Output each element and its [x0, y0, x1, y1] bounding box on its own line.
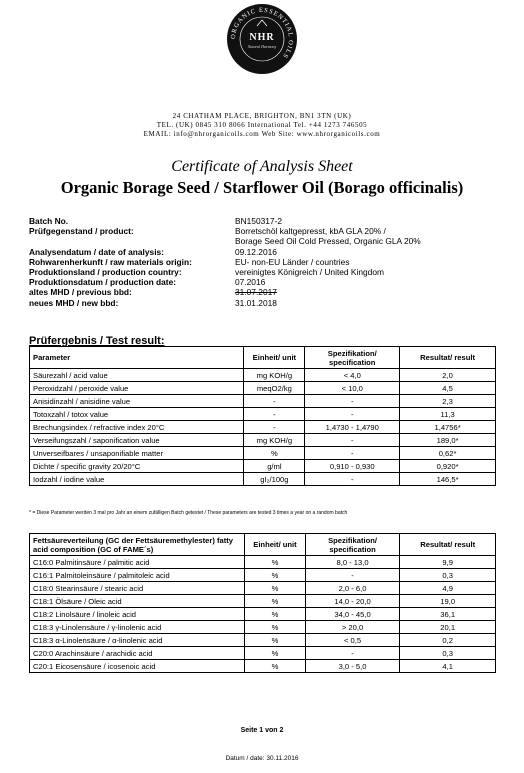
- table-row: [30, 395, 496, 408]
- specification-cell: > 20,0: [305, 621, 400, 634]
- info-value: Borage Seed Oil Cold Pressed, Organic GLA 20%: [235, 236, 421, 247]
- unit-cell: %: [245, 621, 305, 634]
- table-row: [30, 634, 496, 647]
- result-cell: 0,920*: [400, 460, 496, 473]
- phone-line: TEL. (UK) 0845 310 8066 International Tel. +44 1273 746505: [156, 121, 368, 129]
- table-row: [30, 660, 496, 673]
- specification-cell: -: [305, 569, 400, 582]
- result-cell: 4,5: [400, 382, 496, 395]
- certificate-title: Certificate of Analysis Sheet: [171, 158, 353, 175]
- result-cell: 20,1: [400, 621, 496, 634]
- parameter-cell: Peroxidzahl / peroxide value: [30, 382, 244, 395]
- parameter-cell: C16:1 Palmitoleinsäure / palmitoleic acid: [30, 569, 245, 582]
- result-cell: 0,3: [400, 647, 496, 660]
- unit-cell: %: [245, 634, 305, 647]
- unit-cell: g/ml: [244, 460, 305, 473]
- info-label: [29, 236, 235, 246]
- unit-cell: meqO2/kg: [244, 382, 305, 395]
- unit-cell: %: [245, 582, 305, 595]
- result-cell: 2,0: [400, 369, 496, 382]
- parameter-cell: C20:0 Arachinsäure / arachidic acid: [30, 647, 245, 660]
- specification-cell: 1,4730 - 1,4790: [305, 421, 400, 434]
- unit-cell: %: [245, 569, 305, 582]
- info-value: Borretschöl kaltgepresst, kbA GLA 20% /: [235, 226, 386, 237]
- info-value: 31.01.2018: [235, 297, 277, 308]
- info-row: [29, 277, 499, 287]
- parameter-cell: C18:0 Stearinsäure / stearic acid: [30, 582, 245, 595]
- result-cell: 146,5*: [400, 473, 496, 486]
- parameter-cell: Iodzahl / iodine value: [30, 473, 244, 486]
- table-row: [30, 595, 496, 608]
- column-header: Parameter: [30, 347, 244, 369]
- info-row: [29, 287, 499, 297]
- specification-cell: 34,0 - 45,0: [305, 608, 400, 621]
- info-row: [29, 226, 499, 236]
- column-header: Fettsäureverteilung (GC der Fettsäuremethylester) fatty acid composition (GC of FAME´s): [30, 534, 245, 556]
- unit-cell: %: [245, 595, 305, 608]
- parameter-cell: Dichte / specific gravity 20/20°C: [30, 460, 244, 473]
- result-cell: 19,0: [400, 595, 496, 608]
- info-value: 07.2016: [235, 277, 266, 288]
- info-label: Produktionsdatum / production date:: [29, 277, 177, 288]
- info-row: [29, 257, 499, 267]
- info-label: Analysendatum / date of analysis:: [29, 246, 164, 257]
- info-label: Batch No.: [29, 216, 69, 226]
- unit-cell: %: [245, 647, 305, 660]
- table-row: [30, 421, 496, 434]
- unit-cell: %: [245, 660, 305, 673]
- unit-cell: -: [244, 408, 305, 421]
- info-value: BN150317-2: [235, 216, 283, 226]
- email-text: EMAIL: info@nhrorganicoils.com Web Site:: [143, 130, 297, 138]
- table-row: [30, 382, 496, 395]
- specification-cell: < 10,0: [305, 382, 400, 395]
- unit-cell: -: [244, 395, 305, 408]
- specification-cell: 14,0 - 20,0: [305, 595, 400, 608]
- result-cell: 0,3: [400, 569, 496, 582]
- result-cell: 4,9: [400, 582, 496, 595]
- specification-cell: < 0,5: [305, 634, 400, 647]
- info-value-struck: 31.07.2017: [235, 287, 277, 298]
- result-cell: 9,9: [400, 556, 496, 569]
- page-number: Seite 1 von 2: [240, 727, 284, 734]
- table-row: [30, 608, 496, 621]
- table-header-row: [30, 347, 496, 369]
- info-label: Prüfgegenstand / product:: [29, 226, 134, 237]
- unit-cell: %: [244, 447, 305, 460]
- logo-script: Natural Harmony: [247, 44, 277, 49]
- parameter-cell: Brechungsindex / refractive index 20°C: [30, 421, 244, 434]
- table-row: [30, 447, 496, 460]
- info-label: neues MHD / new bbd:: [29, 297, 119, 308]
- specification-cell: -: [305, 434, 400, 447]
- specification-cell: < 4,0: [305, 369, 400, 382]
- table-row: [30, 621, 496, 634]
- info-value: 09.12.2016: [235, 246, 277, 257]
- contact-line: [0, 130, 524, 139]
- parameter-cell: C18:2 Linolsäure / linoleic acid: [30, 608, 245, 621]
- info-label: Produktionsland / production country:: [29, 267, 182, 278]
- document-date: Datum / date: 30.11.2016: [225, 755, 299, 762]
- result-cell: 4,1: [400, 660, 496, 673]
- parameter-cell: Säurezahl / acid value: [30, 369, 244, 382]
- address-line: 24 CHATHAM PLACE, BRIGHTON, BN1 3TN (UK): [172, 112, 352, 120]
- table-row: [30, 408, 496, 421]
- test-section-title: Prüfergebnis / Test result:: [29, 335, 165, 347]
- parameter-cell: C18:3 γ-Linolensäure / γ-linolenic acid: [30, 621, 245, 634]
- specification-cell: -: [305, 447, 400, 460]
- footnote: * = Diese Parameter werden 3 mal pro Jahr an einem zufälligen Batch getestet / These parameters are tested 3 times a year on a random batch: [29, 510, 348, 516]
- result-cell: 2,3: [400, 395, 496, 408]
- table-row: [30, 369, 496, 382]
- column-header: Spezifikation/ specification: [305, 534, 400, 556]
- table-row: [30, 473, 496, 486]
- table-header-row: [30, 534, 496, 556]
- table-row: [30, 569, 496, 582]
- unit-cell: mg KOH/g: [244, 434, 305, 447]
- info-label: altes MHD / previous bbd:: [29, 287, 132, 298]
- column-header: Einheit/ unit: [245, 534, 305, 556]
- parameter-cell: Unverseifbares / unsaponifiable matter: [30, 447, 244, 460]
- unit-cell: %: [245, 556, 305, 569]
- info-row: [29, 267, 499, 277]
- info-row: [29, 298, 499, 308]
- unit-cell: mg KOH/g: [244, 369, 305, 382]
- info-value: vereinigtes Königreich / United Kingdom: [235, 267, 384, 278]
- test-table-body: [30, 369, 496, 486]
- result-cell: 189,0*: [400, 434, 496, 447]
- parameter-cell: Anisidinzahl / anisidine value: [30, 395, 244, 408]
- result-cell: 36,1: [400, 608, 496, 621]
- specification-cell: 2,0 - 6,0: [305, 582, 400, 595]
- result-cell: 1,4756*: [400, 421, 496, 434]
- column-header: Resultat/ result: [400, 347, 496, 369]
- table-row: [30, 556, 496, 569]
- specification-cell: -: [305, 408, 400, 421]
- column-header: Spezifikation/ specification: [305, 347, 400, 369]
- fatty-acid-table: [29, 533, 496, 673]
- info-label: Rohwarenherkunft / raw materials origin:: [29, 256, 192, 267]
- table-row: [30, 434, 496, 447]
- result-cell: 0,2: [400, 634, 496, 647]
- info-row: [29, 236, 499, 246]
- specification-cell: 0,910 - 0,930: [305, 460, 400, 473]
- unit-cell: gI₂/100g: [244, 473, 305, 486]
- svg-text:ORGANIC ESSENTIAL OILS: ORGANIC ESSENTIAL OILS: [229, 6, 295, 60]
- info-value: EU- non-EU Länder / countries: [235, 256, 350, 267]
- fatty-table-body: [30, 556, 496, 673]
- parameter-cell: C18:1 Ölsäure / Oleic acid: [30, 595, 245, 608]
- specification-cell: -: [305, 647, 400, 660]
- product-title: Organic Borage Seed / Starflower Oil (Borago officinalis): [60, 178, 464, 197]
- leaf-icon: [257, 20, 267, 26]
- parameter-cell: Verseifungszahl / saponification value: [30, 434, 244, 447]
- parameter-cell: C16:0 Palmitinsäure / palmitic acid: [30, 556, 245, 569]
- info-row: [29, 247, 499, 257]
- result-cell: 0,62*: [400, 447, 496, 460]
- specification-cell: -: [305, 473, 400, 486]
- table-row: [30, 647, 496, 660]
- info-row: [29, 216, 499, 226]
- parameter-cell: C18:3 α-Linolensäure / α-linolenic acid: [30, 634, 245, 647]
- unit-cell: -: [244, 421, 305, 434]
- specification-cell: 8,0 - 13,0: [305, 556, 400, 569]
- parameter-cell: Totoxzahl / totox value: [30, 408, 244, 421]
- table-row: [30, 460, 496, 473]
- company-logo: [227, 4, 297, 74]
- column-header: Resultat/ result: [400, 534, 496, 556]
- table-row: [30, 582, 496, 595]
- result-cell: 11,3: [400, 408, 496, 421]
- specification-cell: -: [305, 395, 400, 408]
- logo-brand: NHR: [249, 32, 275, 43]
- unit-cell: %: [245, 608, 305, 621]
- column-header: Einheit/ unit: [244, 347, 305, 369]
- product-info: [29, 216, 499, 308]
- parameter-cell: C20:1 Eicosensäure / icosenoic acid: [30, 660, 245, 673]
- website-link[interactable]: www.nhrorganicoils.com: [296, 130, 381, 138]
- test-result-table: [29, 346, 496, 486]
- specification-cell: 3,0 - 5,0: [305, 660, 400, 673]
